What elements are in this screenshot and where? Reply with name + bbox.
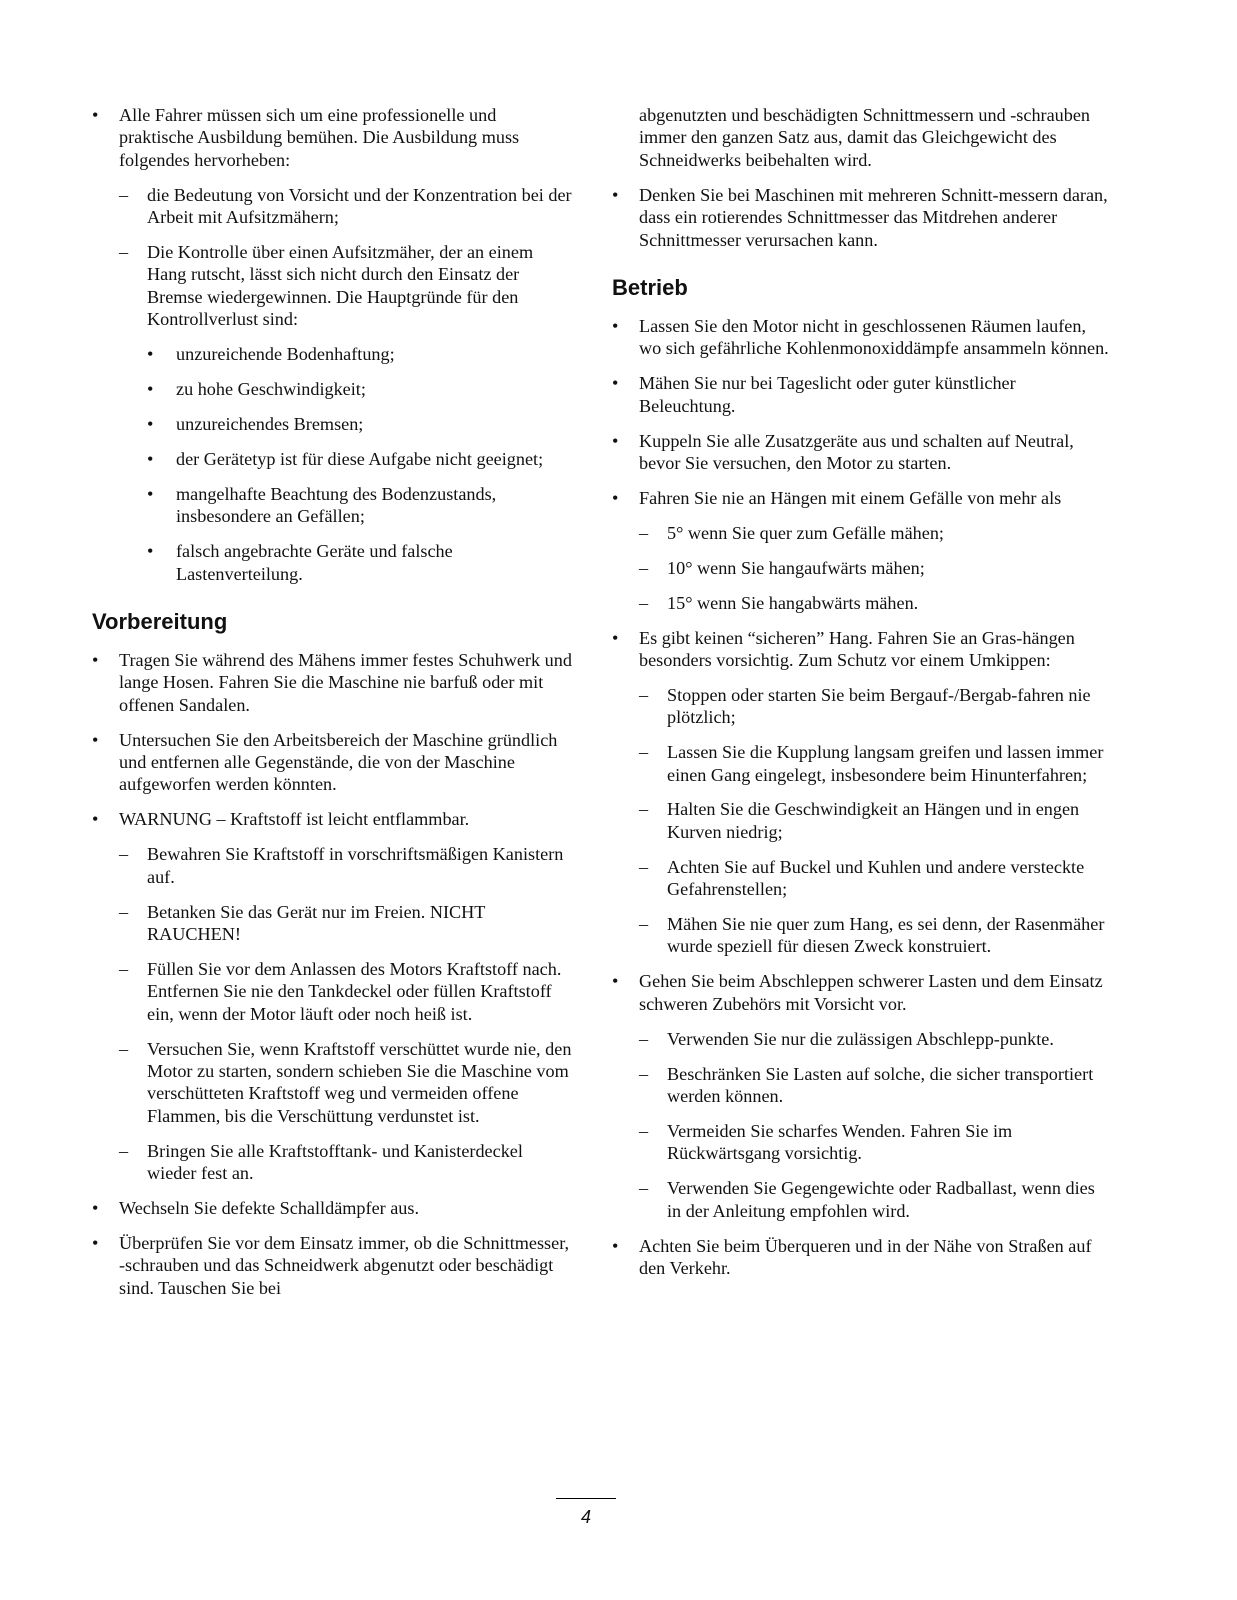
sub-list-item-text: die Bedeutung von Vorsicht und der Konzentration bei der Arbeit mit Aufsitzmähern; bbox=[147, 184, 572, 228]
sub-list-item-text: 15° wenn Sie hangabwärts mähen. bbox=[667, 592, 919, 613]
sub-list-item-text: Verwenden Sie Gegengewichte oder Radballast, wenn dies in der Anleitung empfohlen wird. bbox=[667, 1178, 1095, 1221]
nested-list-item bbox=[147, 483, 572, 528]
dash-marker: – bbox=[639, 684, 649, 705]
sub-list-item-text: Betanken Sie das Gerät nur im Freien. NICHT RAUCHEN! bbox=[147, 901, 486, 944]
nested-list-item bbox=[147, 413, 572, 435]
list-item bbox=[612, 372, 1112, 417]
bullet-marker: • bbox=[92, 649, 99, 670]
bullet-marker: • bbox=[612, 430, 619, 451]
list-item-text: Überprüfen Sie vor dem Einsatz immer, ob die Schnittmesser, -schrauben und das Schneidwerk abgenutzt oder beschädigt sind. Tauschen Sie bei bbox=[119, 1232, 570, 1298]
dash-marker: – bbox=[119, 184, 129, 205]
section-heading-vorbereitung: Vorbereitung bbox=[92, 608, 228, 634]
bullet-marker: • bbox=[147, 448, 154, 469]
bullet-marker: • bbox=[612, 373, 619, 394]
sub-list-item-text: Bewahren Sie Kraftstoff in vorschriftsmäßigen Kanistern auf. bbox=[147, 844, 564, 887]
list-item bbox=[92, 808, 572, 1184]
list-item bbox=[92, 1197, 572, 1219]
list-item bbox=[612, 315, 1112, 360]
list-item-text: Lassen Sie den Motor nicht in geschlossenen Räumen laufen, wo sich gefährliche Kohlenmonoxiddämpfe ansammeln können. bbox=[639, 315, 1109, 359]
bullet-marker: • bbox=[612, 184, 619, 205]
list-item-text: Denken Sie bei Maschinen mit mehreren Schnitt-messern daran, dass ein rotierendes Schnittmesser das Mitdrehen anderer Schnittmesser verursachen kann. bbox=[639, 184, 1108, 250]
dash-marker: – bbox=[639, 742, 649, 763]
sub-list-item-text: 10° wenn Sie hangaufwärts mähen; bbox=[667, 557, 925, 578]
dash-marker: – bbox=[639, 557, 649, 578]
dash-marker: – bbox=[639, 1178, 649, 1199]
section-heading-betrieb: Betrieb bbox=[612, 274, 688, 300]
sub-list-item-text: Mähen Sie nie quer zum Hang, es sei denn, der Rasenmäher wurde speziell für diesen Zweck konstruiert. bbox=[667, 914, 1105, 957]
sub-list-item-text: Achten Sie auf Buckel und Kuhlen und andere versteckte Gefahrenstellen; bbox=[667, 856, 1085, 900]
sub-list-item bbox=[119, 1038, 572, 1128]
dash-marker: – bbox=[639, 799, 649, 820]
dash-marker: – bbox=[639, 592, 649, 613]
sub-list-item bbox=[119, 1140, 572, 1185]
nested-list-item-text: falsch angebrachte Geräte und falsche Lastenverteilung. bbox=[176, 541, 453, 584]
bullet-marker: • bbox=[612, 627, 619, 648]
list-item-text: Tragen Sie während des Mähens immer festes Schuhwerk und lange Hosen. Fahren Sie die Maschine nie barfuß oder mit offenen Sandalen. bbox=[119, 649, 572, 715]
sub-list-item bbox=[639, 741, 1112, 786]
dash-marker: – bbox=[119, 1140, 129, 1161]
bullet-marker: • bbox=[612, 487, 619, 508]
bullet-marker: • bbox=[612, 971, 619, 992]
bullet-marker: • bbox=[147, 483, 154, 504]
sub-list-item bbox=[639, 557, 1112, 579]
left-column bbox=[92, 104, 572, 1312]
dash-marker: – bbox=[639, 914, 649, 935]
list-item bbox=[92, 649, 572, 716]
page-number: 4 bbox=[580, 1507, 591, 1527]
list-item bbox=[92, 729, 572, 796]
nested-list-item-text: der Gerätetyp ist für diese Aufgabe nicht geeignet; bbox=[176, 448, 544, 469]
list-item bbox=[92, 104, 572, 585]
list-item bbox=[92, 1232, 572, 1299]
nested-list-item bbox=[147, 540, 572, 585]
dash-marker: – bbox=[119, 242, 129, 263]
list-item bbox=[612, 184, 1112, 251]
dash-marker: – bbox=[119, 1038, 129, 1059]
nested-list-item bbox=[147, 343, 572, 365]
list-item-text: Es gibt keinen “sicheren” Hang. Fahren Sie an Gras-hängen besonders vorsichtig. Zum Schutz vor einem Umkippen: bbox=[639, 627, 1075, 670]
dash-marker: – bbox=[119, 958, 129, 979]
list-item-text: Wechseln Sie defekte Schalldämpfer aus. bbox=[119, 1198, 420, 1219]
bullet-marker: • bbox=[612, 1235, 619, 1256]
bullet-marker: • bbox=[92, 729, 99, 750]
list-item bbox=[612, 627, 1112, 958]
sub-list-item bbox=[119, 843, 572, 888]
nested-list-item-text: zu hohe Geschwindigkeit; bbox=[176, 379, 366, 400]
list-item-text: Gehen Sie beim Abschleppen schwerer Lasten und dem Einsatz schweren Zubehörs mit Vorsicht vor. bbox=[639, 971, 1103, 1014]
bullet-marker: • bbox=[92, 1198, 99, 1219]
bullet-marker: • bbox=[612, 315, 619, 336]
list-item-text: Mähen Sie nur bei Tageslicht oder guter künstlicher Beleuchtung. bbox=[639, 373, 1016, 416]
list-item-text: WARNUNG – Kraftstoff ist leicht entflammbar. bbox=[119, 809, 470, 830]
sub-list-item-text: Halten Sie die Geschwindigkeit an Hängen und in engen Kurven niedrig; bbox=[667, 799, 1080, 842]
list-item bbox=[612, 970, 1112, 1222]
bullet-marker: • bbox=[92, 105, 99, 125]
sub-list-item bbox=[119, 241, 572, 585]
list-item bbox=[612, 430, 1112, 475]
sub-list-item-text: 5° wenn Sie quer zum Gefälle mähen; bbox=[667, 522, 944, 543]
sub-list-item-text: Füllen Sie vor dem Anlassen des Motors Kraftstoff nach. Entfernen Sie nie den Tankdeckel oder füllen Kraftstoff ein, wenn der Motor läuft oder noch heiß ist. bbox=[147, 958, 562, 1024]
bullet-marker: • bbox=[92, 809, 99, 830]
dash-marker: – bbox=[639, 1120, 649, 1141]
sub-list-item bbox=[639, 856, 1112, 901]
sub-list-item-text: Vermeiden Sie scharfes Wenden. Fahren Sie im Rückwärtsgang vorsichtig. bbox=[667, 1120, 1013, 1164]
bullet-marker: • bbox=[147, 413, 154, 434]
sub-list-item-text: Die Kontrolle über einen Aufsitzmäher, der an einem Hang rutscht, lässt sich nicht durch den Einsatz der Bremse wiedergewinnen. Die Hauptgründe für den Kontrollverlust sind: bbox=[147, 242, 534, 330]
sub-list-item-text: Bringen Sie alle Kraftstofftank- und Kanisterdeckel wieder fest an. bbox=[147, 1140, 523, 1184]
list-item-text: Alle Fahrer müssen sich um eine professionelle und praktische Ausbildung bemühen. Die Ausbildung muss folgendes hervorheben: bbox=[119, 105, 520, 170]
dash-marker: – bbox=[119, 901, 129, 922]
sub-list-item bbox=[639, 684, 1112, 729]
nested-list-item bbox=[147, 378, 572, 400]
dash-marker: – bbox=[639, 856, 649, 877]
footer-rule bbox=[556, 1498, 616, 1499]
sub-list-item bbox=[639, 1028, 1112, 1050]
sub-list-item-text: Beschränken Sie Lasten auf solche, die sicher transportiert werden können. bbox=[667, 1063, 1094, 1106]
bullet-marker: • bbox=[147, 344, 154, 365]
right-column bbox=[612, 104, 1112, 1292]
bullet-marker: • bbox=[147, 379, 154, 400]
sub-list-item bbox=[639, 1063, 1112, 1108]
continued-text: abgenutzten und beschädigten Schnittmessern und -schrauben immer den ganzen Satz aus, damit das Gleichgewicht des Schneidwerks beibehalten wird. bbox=[639, 105, 1091, 170]
list-item bbox=[612, 1235, 1112, 1280]
sub-list-item bbox=[639, 1177, 1112, 1222]
dash-marker: – bbox=[639, 1028, 649, 1049]
sub-list-item bbox=[119, 901, 572, 946]
sub-list-item bbox=[119, 184, 572, 229]
nested-list-item bbox=[147, 448, 572, 470]
list-item-text: Achten Sie beim Überqueren und in der Nähe von Straßen auf den Verkehr. bbox=[639, 1235, 1092, 1278]
nested-list-item-text: unzureichende Bodenhaftung; bbox=[176, 344, 395, 365]
dash-marker: – bbox=[119, 844, 129, 865]
bullet-marker: • bbox=[147, 541, 154, 562]
nested-list-item-text: unzureichendes Bremsen; bbox=[176, 413, 364, 434]
dash-marker: – bbox=[639, 522, 649, 543]
sub-list-item-text: Stoppen oder starten Sie beim Bergauf-/Bergab-fahren nie plötzlich; bbox=[667, 684, 1091, 728]
list-item bbox=[612, 487, 1112, 614]
sub-list-item-text: Verwenden Sie nur die zulässigen Abschlepp-punkte. bbox=[667, 1028, 1054, 1049]
sub-list-item-text: Versuchen Sie, wenn Kraftstoff verschüttet wurde nie, den Motor zu starten, sondern schieben Sie die Maschine vom verschütteten Kraftstoff weg und vermeiden offene Flammen, bis die Verschüttung verdunstet ist. bbox=[147, 1038, 572, 1126]
list-item-text: Untersuchen Sie den Arbeitsbereich der Maschine gründlich und entfernen alle Gegenstände, die von der Maschine aufgeworfen werden könnten. bbox=[119, 729, 558, 795]
list-item-text: Kuppeln Sie alle Zusatzgeräte aus und schalten auf Neutral, bevor Sie versuchen, den Motor zu starten. bbox=[639, 430, 1074, 473]
list-item-text: Fahren Sie nie an Hängen mit einem Gefälle von mehr als bbox=[639, 487, 1062, 508]
sub-list-item bbox=[639, 1120, 1112, 1165]
sub-list-item bbox=[639, 913, 1112, 958]
sub-list-item bbox=[639, 522, 1112, 544]
nested-list-item-text: mangelhafte Beachtung des Bodenzustands, insbesondere an Gefällen; bbox=[176, 483, 497, 527]
dash-marker: – bbox=[639, 1063, 649, 1084]
sub-list-item-text: Lassen Sie die Kupplung langsam greifen und lassen immer einen Gang eingelegt, insbesondere beim Hinunterfahren; bbox=[667, 742, 1104, 785]
bullet-marker: • bbox=[92, 1232, 99, 1253]
sub-list-item bbox=[639, 592, 1112, 614]
sub-list-item bbox=[119, 958, 572, 1025]
sub-list-item bbox=[639, 798, 1112, 843]
